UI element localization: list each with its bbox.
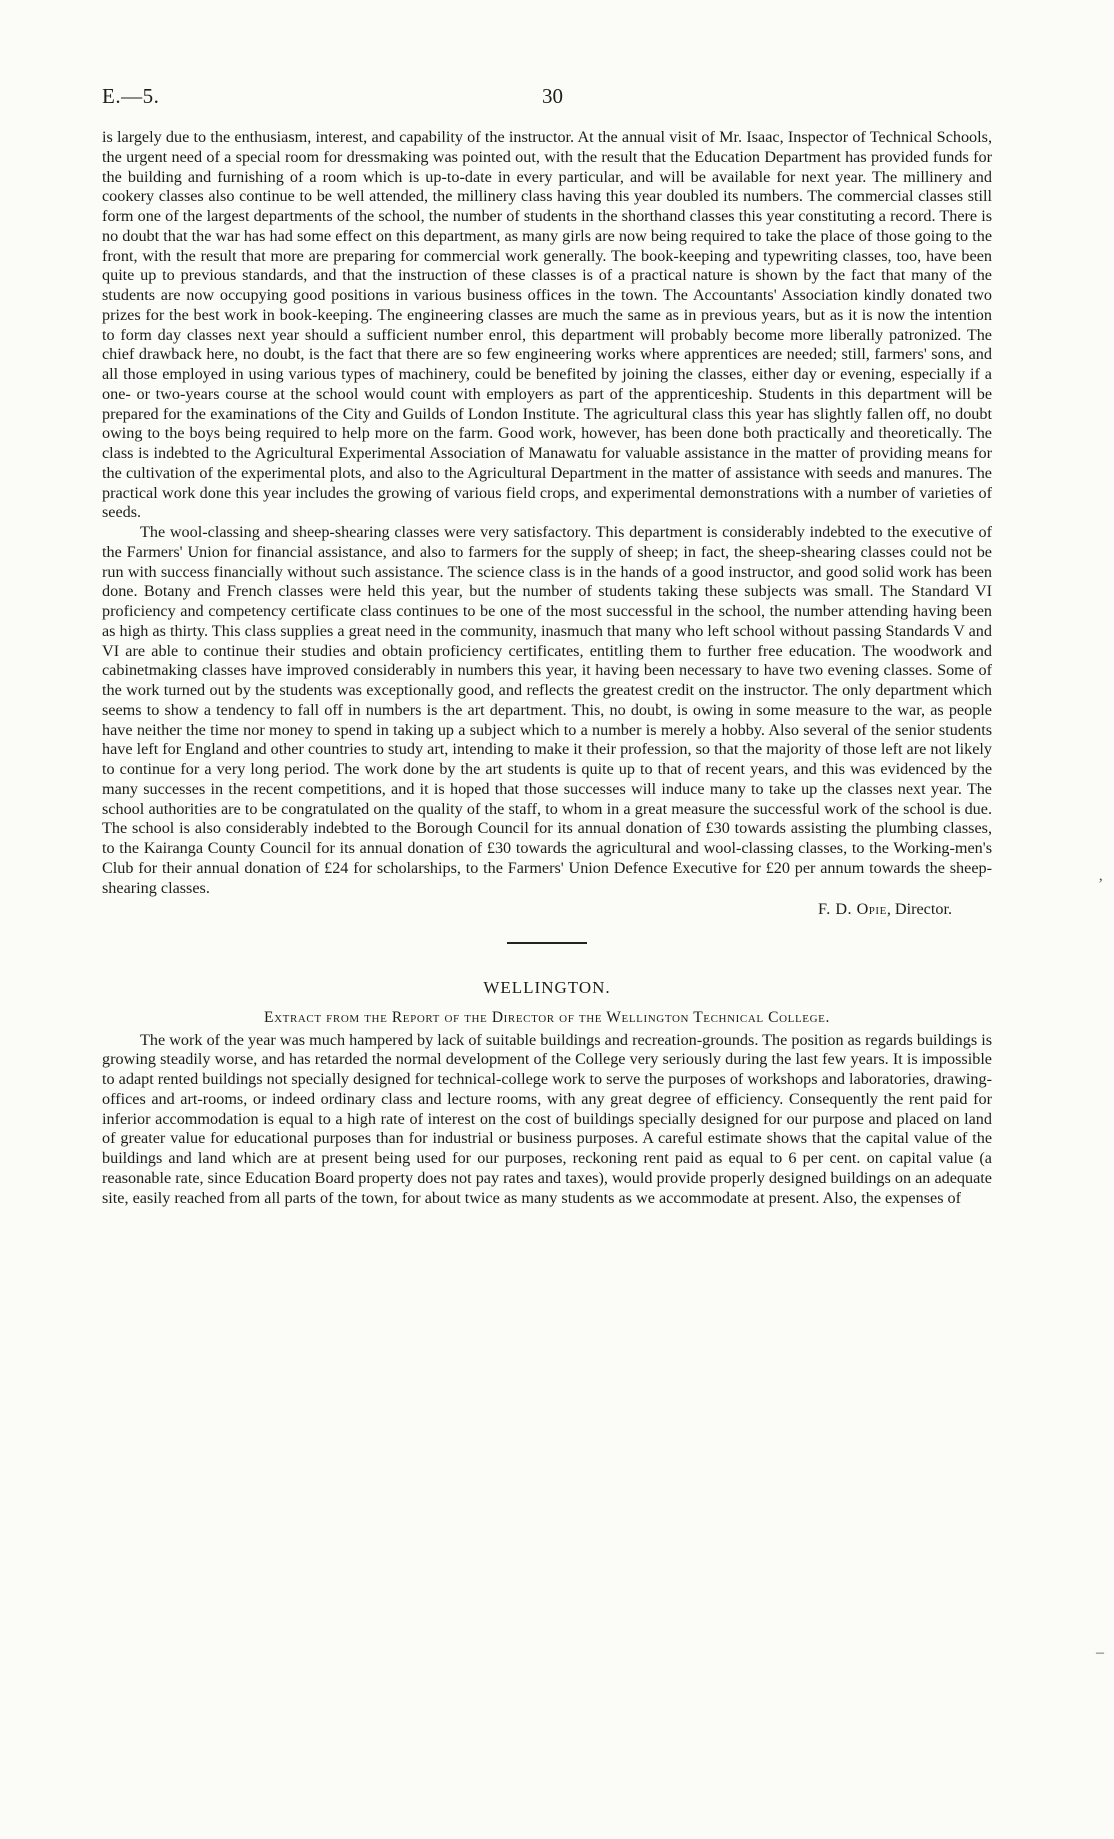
section-divider: [507, 942, 587, 944]
signature-line: [102, 900, 992, 920]
signatory-name: F. D. Opie: [818, 900, 887, 919]
margin-tick-mark: ʼ: [1098, 876, 1104, 893]
running-head: [102, 84, 1002, 114]
paragraph-wellington: The work of the year was much hampered by lack of suitable buildings and recreation-grounds. The position as regards buildings is growing steadily worse, and has retarded the normal development of the College very seriously during the last few years. It is impossible to adapt rented buildings not specially designed for technical-college work to serve the purposes of workshops and laboratories, drawing-offices and art-rooms, or indeed ordinary class and lecture rooms, with any great degree of efficiency. Consequently the rent paid for inferior accommodation is equal to a high rate of interest on the cost of buildings specially designed for our purpose and placed on land of greater value for educational purposes than for industrial or business purposes. A careful estimate shows that the capital value of the buildings and land which are at present being used for our purposes, reckoning rent paid as equal to 6 per cent. on capital value (a reasonable rate, since Education Board property does not pay rates and taxes), would provide properly designed buildings on an adequate site, easily reached from all parts of the town, for about twice as many students as we accommodate at present. Also, the expenses of: [102, 1030, 992, 1207]
extract-heading: Extract from the Report of the Director of the Wellington Technical College.: [264, 1008, 830, 1026]
section-heading: WELLINGTON.: [483, 978, 611, 997]
paragraph-wool-classing: The wool-classing and sheep-shearing classes were very satisfactory. This department is considerably indebted to the executive of the Farmers' Union for financial assistance, and also to farmers for the supply of sheep; in fact, the sheep-shearing classes could not be run with success financially without such assistance. The science class is in the hands of a good instructor, and good solid work has been done. Botany and French classes were held this year, but the number of students taking these subjects was small. The Standard VI proficiency and competency certificate class continues to be one of the most successful in the school, the number attending having been as high as thirty. This class supplies a great need in the community, inasmuch that many who left school without passing Standards V and VI are able to continue their studies and obtain proficiency certificates, entitling them to further free education. The woodwork and cabinetmaking classes have improved considerably in numbers this year, it having been necessary to have two evening classes. Some of the work turned out by the students was exceptionally good, and reflects the greatest credit on the instructor. The only department which seems to show a tendency to fall off in numbers is the art department. This, no doubt, is owing in some measure to the war, as people have neither the time nor money to spend in taking up a subject which to a number is merely a hobby. Also several of the senior students have left for England and other countries to study art, intending to make it their profession, so that the majority of those left are not likely to continue for a very long period. The work done by the art students is quite up to that of recent years, and this was evidenced by the many successes in the recent competitions, and it is hoped that those successes will induce many to take up the classes next year. The school authorities are to be congratulated on the quality of the staff, to whom in a great measure the successful work of the school is due. The school is also considerably indebted to the Borough Council for its annual donation of £30 towards assisting the plumbing classes, to the Kairanga County Council for its annual donation of £30 towards the agricultural and wool-classing classes, to the Working-men's Club for their annual donation of £24 for scholarships, to the Farmers' Union Defence Executive for £20 per annum towards the sheep-shearing classes.: [102, 523, 992, 897]
page-number: 30: [542, 84, 563, 108]
signatory-title: , Director.: [886, 900, 952, 919]
paragraph-continued: is largely due to the enthusiasm, interest, and capability of the instructor. At the annual visit of Mr. Isaac, Inspector of Technical Schools, the urgent need of a special room for dressmaking was pointed out, with the result that the Education Department has provided funds for the building and furnishing of a room which is up-to-date in every particular, and will be available for next year. The millinery and cookery classes also continue to be well attended, the millinery class having this year doubled its numbers. The commercial classes still form one of the largest departments of the school, the number of students in the shorthand classes this year constituting a record. There is no doubt that the war has had some effect on this department, as many girls are now being required to take the place of those going to the front, with the result that more are preparing for commercial work generally. The book-keeping and typewriting classes, too, have been quite up to previous standards, and that the instruction of these classes is of a practical nature is shown by the fact that many of the students are now occupying good positions in various business offices in the town. The Accountants' Association kindly donated two prizes for the best work in book-keeping. The engineering classes are much the same as in previous years, but as it is now the intention to form day classes next year should a sufficient number enrol, this department will probably become more liberally patronized. The chief drawback here, no doubt, is the fact that there are so few engineering works where apprentices are needed; still, farmers' sons, and all those employed in using various types of machinery, could be benefited by joining the classes, either day or evening, especially if a one- or two-years course at the school would count with employers as part of the apprenticeship. Students in this department will be prepared for the examinations of the City and Guilds of London Institute. The agricultural class this year has slightly fallen off, no doubt owing to the boys being required to help more on the farm. Good work, however, has been done both practically and theoretically. The class is indebted to the Agricultural Experimental Association of Manawatu for valuable assistance in the matter of providing means for the cultivation of the experimental plots, and also to the Agricultural Department in the matter of assistance with seeds and manures. The practical work done this year includes the growing of various field crops, and experimental demonstrations with a number of varieties of seeds.: [102, 128, 992, 522]
document-reference: E.—5.: [102, 84, 160, 108]
body-text: [102, 128, 992, 1208]
margin-dash-mark: –: [1096, 1644, 1104, 1661]
